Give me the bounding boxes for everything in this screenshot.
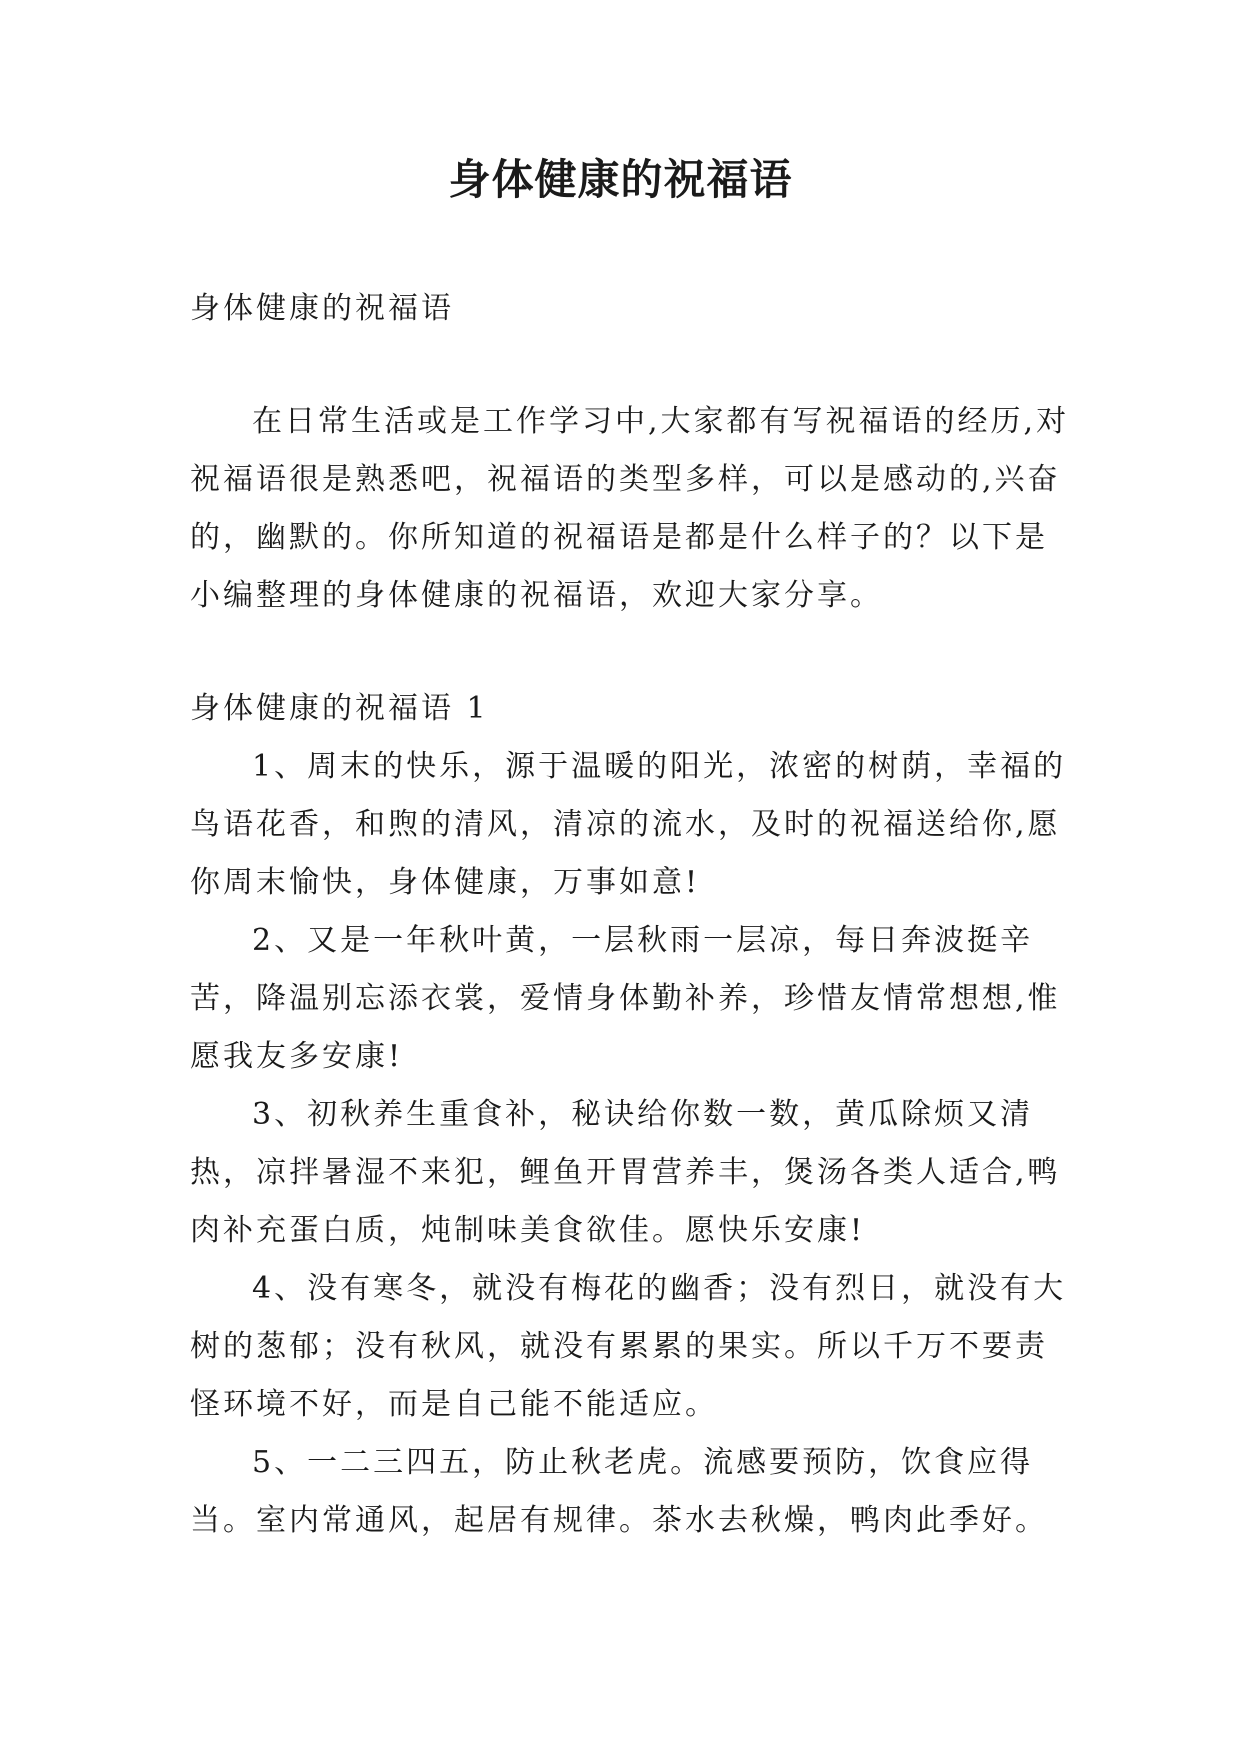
intro-paragraph: 在日常生活或是工作学习中,大家都有写祝福语的经历,对祝福语很是熟悉吧，祝福语的类型多样，可以是感动的,兴奋的，幽默的。你所知道的祝福语是都是什么样子的？以下是小编整理的身体健康的祝福语，欢迎大家分享。	[190, 404, 1070, 613]
blessing-item-2: 2、又是一年秋叶黄，一层秋雨一层凉，每日奔波挺辛苦，降温别忘添衣裳，爱情身体勤补养，珍惜友情常想想,惟愿我友多安康!	[190, 923, 1061, 1074]
section-heading: 身体健康的祝福语 1	[190, 691, 489, 726]
blessing-item-4: 4、没有寒冬，就没有梅花的幽香；没有烈日，就没有大树的葱郁；没有秋风，就没有累累的果实。所以千万不要责怪环境不好，而是自己能不能适应。	[190, 1271, 1067, 1422]
blessing-item-5: 5、一二三四五，防止秋老虎。流感要预防，饮食应得当。室内常通风，起居有规律。茶水去秋燥，鸭肉此季好。	[190, 1445, 1048, 1538]
blessing-item-3: 3、初秋养生重食补，秘诀给你数一数，黄瓜除烦又清热，凉拌暑湿不来犯，鲤鱼开胃营养丰，煲汤各类人适合,鸭肉补充蛋白质，炖制味美食欲佳。愿快乐安康!	[190, 1097, 1061, 1248]
blessing-item-1: 1、周末的快乐，源于温暖的阳光，浓密的树荫，幸福的鸟语花香，和煦的清风，清凉的流水，及时的祝福送给你,愿你周末愉快，身体健康，万事如意!	[190, 749, 1067, 900]
document-title: 身体健康的祝福语	[448, 155, 793, 204]
document-subtitle: 身体健康的祝福语	[190, 291, 454, 326]
document-body	[190, 280, 1070, 1550]
